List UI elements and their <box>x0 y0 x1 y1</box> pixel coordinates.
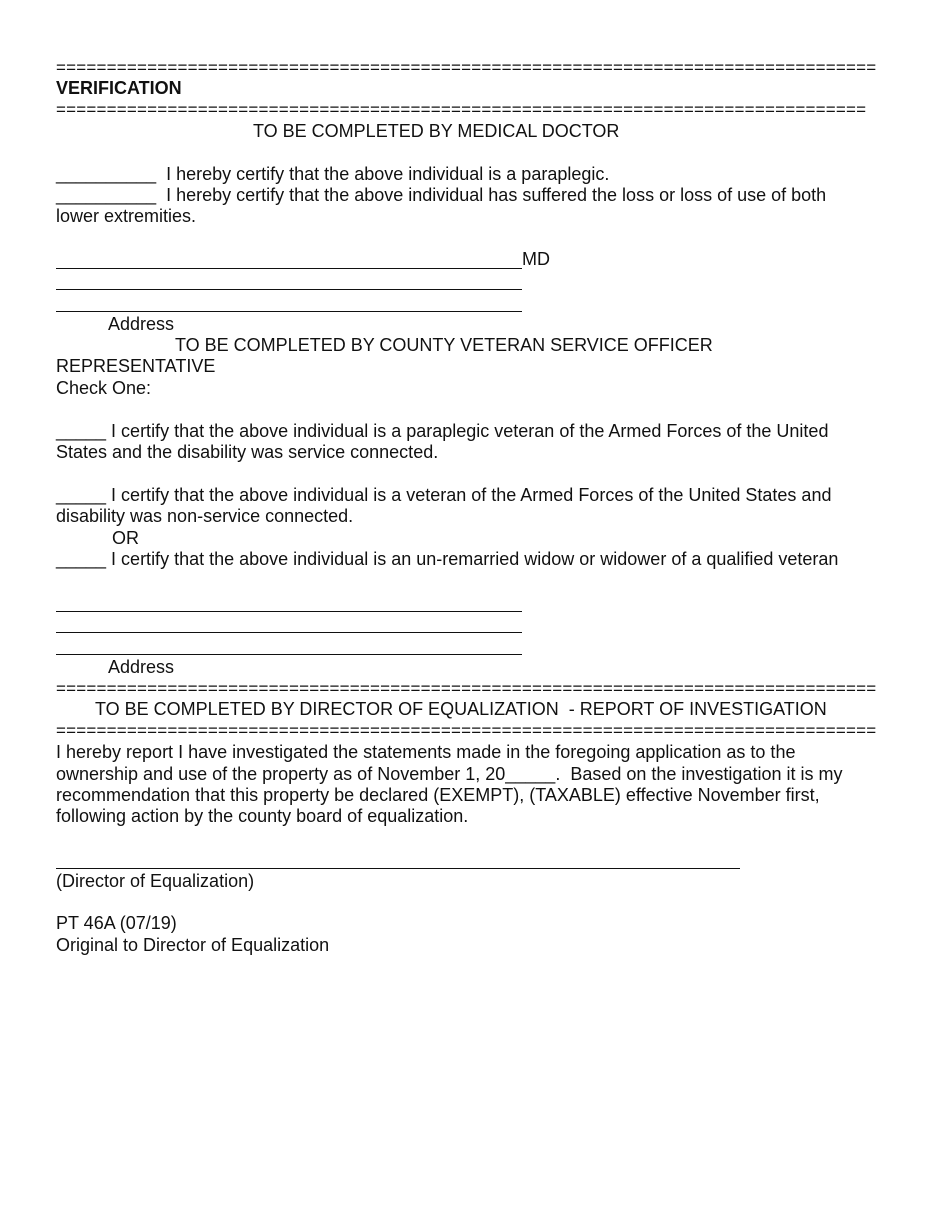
director-report-text: I hereby report I have investigated the statements made in the foregoing application as to the <box>56 742 796 762</box>
doctor-cert-extremities-cont: lower extremities. <box>56 206 197 226</box>
doctor-cert-extremities: __________ I hereby certify that the above individual has suffered the loss or loss of use of both <box>56 185 827 205</box>
director-report-text: recommendation that this property be declared (EXEMPT), (TAXABLE) effective November first, <box>56 785 820 805</box>
verification-heading: VERIFICATION <box>56 78 182 98</box>
director-signature-label: (Director of Equalization) <box>56 871 255 891</box>
or-label: OR <box>112 528 139 548</box>
form-number: PT 46A (07/19) <box>56 913 177 933</box>
doctor-address-line-2 <box>56 311 522 312</box>
separator-line: ================================================================================ <box>56 100 867 119</box>
check-one-label: Check One: <box>56 378 152 398</box>
director-report-text: following action by the county board of equalization. <box>56 806 469 826</box>
cvso-section-title-cont: REPRESENTATIVE <box>56 356 216 376</box>
cvso-option-non-service-cont: disability was non-service connected. <box>56 506 354 526</box>
cvso-address-line-1 <box>56 632 522 633</box>
doctor-signature-line <box>56 268 522 269</box>
director-signature-line <box>56 868 740 869</box>
doctor-address-line-1 <box>56 289 522 290</box>
separator-line: ================================================================================= <box>56 721 877 740</box>
cvso-signature-line <box>56 611 522 612</box>
md-suffix: MD <box>522 249 550 269</box>
cvso-option-service-connected: _____ I certify that the above individual is a paraplegic veteran of the Armed Forces of the United <box>56 421 829 441</box>
separator-line: ================================================================================= <box>56 679 877 698</box>
cvso-section-title: TO BE COMPLETED BY COUNTY VETERAN SERVICE OFFICER <box>175 335 713 355</box>
doctor-cert-paraplegic: __________ I hereby certify that the above individual is a paraplegic. <box>56 164 610 184</box>
doctor-address-label: Address <box>108 314 175 334</box>
cvso-option-service-connected-cont: States and the disability was service connected. <box>56 442 439 462</box>
cvso-address-line-2 <box>56 654 522 655</box>
distribution-note: Original to Director of Equalization <box>56 935 330 955</box>
director-report-text: ownership and use of the property as of November 1, 20_____. Based on the investigation it is my <box>56 764 843 784</box>
cvso-address-label: Address <box>108 657 175 677</box>
director-section-title: TO BE COMPLETED BY DIRECTOR OF EQUALIZATION - REPORT OF INVESTIGATION <box>95 699 827 719</box>
separator-line: ================================================================================= <box>56 58 877 77</box>
cvso-option-non-service: _____ I certify that the above individual is a veteran of the Armed Forces of the United States and <box>56 485 832 505</box>
cvso-option-widow: _____ I certify that the above individual is an un-remarried widow or widower of a qualified veteran <box>56 549 839 569</box>
doctor-section-title: TO BE COMPLETED BY MEDICAL DOCTOR <box>253 121 620 141</box>
